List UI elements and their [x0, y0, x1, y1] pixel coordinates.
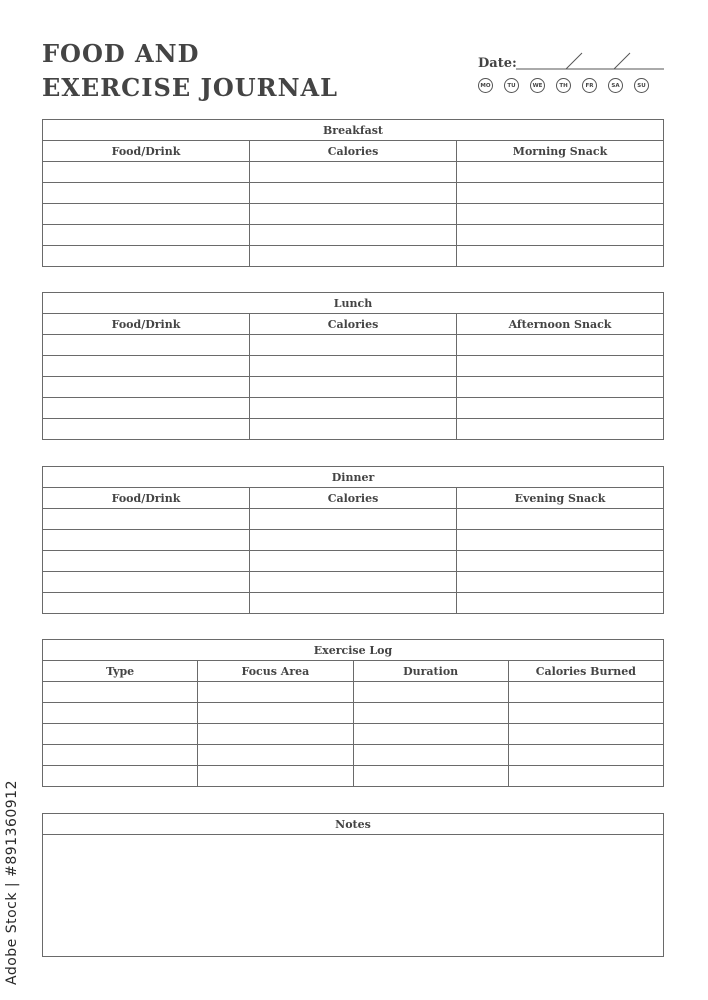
table-row: [43, 766, 664, 787]
entry-cell[interactable]: [43, 225, 250, 246]
section-heading: Breakfast: [43, 120, 664, 141]
day-circle-su[interactable]: SU: [634, 78, 649, 93]
day-circle-mo[interactable]: MO: [478, 78, 493, 93]
entry-cell[interactable]: [457, 225, 664, 246]
date-write-line[interactable]: [478, 52, 668, 74]
entry-cell[interactable]: [43, 246, 250, 267]
entry-cell[interactable]: [43, 335, 250, 356]
entry-cell[interactable]: [457, 183, 664, 204]
day-circle-fr[interactable]: FR: [582, 78, 597, 93]
column-header: Calories: [250, 141, 457, 162]
entry-cell[interactable]: [457, 356, 664, 377]
day-circle-th[interactable]: TH: [556, 78, 571, 93]
table-row: [43, 509, 664, 530]
date-area: [478, 52, 668, 102]
entry-cell[interactable]: [43, 572, 250, 593]
day-circle-tu[interactable]: TU: [504, 78, 519, 93]
table-row: [43, 162, 664, 183]
entry-cell[interactable]: [43, 162, 250, 183]
entry-cell[interactable]: [508, 766, 663, 787]
column-header: Evening Snack: [457, 488, 664, 509]
column-header: Type: [43, 661, 198, 682]
entry-cell[interactable]: [250, 356, 457, 377]
column-header: Calories: [250, 488, 457, 509]
section-heading: Exercise Log: [43, 640, 664, 661]
column-header: Food/Drink: [43, 314, 250, 335]
table-row: [43, 398, 664, 419]
table-row: [43, 682, 664, 703]
table-row: [43, 377, 664, 398]
entry-cell[interactable]: [43, 703, 198, 724]
entry-cell[interactable]: [353, 703, 508, 724]
entry-cell[interactable]: [198, 766, 353, 787]
page-title: [42, 37, 338, 105]
entry-cell[interactable]: [250, 377, 457, 398]
date-label: Date:: [478, 56, 517, 71]
entry-cell[interactable]: [43, 419, 250, 440]
entry-cell[interactable]: [508, 703, 663, 724]
entry-cell[interactable]: [353, 745, 508, 766]
table-row: [43, 356, 664, 377]
entry-cell[interactable]: [353, 724, 508, 745]
day-circle-sa[interactable]: SA: [608, 78, 623, 93]
entry-cell[interactable]: [198, 682, 353, 703]
entry-cell[interactable]: [250, 530, 457, 551]
column-header: Morning Snack: [457, 141, 664, 162]
entry-cell[interactable]: [353, 682, 508, 703]
weekday-selector: [478, 78, 649, 93]
entry-cell[interactable]: [43, 530, 250, 551]
entry-cell[interactable]: [457, 398, 664, 419]
entry-cell[interactable]: [457, 419, 664, 440]
table-row: [43, 335, 664, 356]
entry-cell[interactable]: [250, 398, 457, 419]
table-row: [43, 204, 664, 225]
entry-cell[interactable]: [457, 335, 664, 356]
entry-cell[interactable]: [250, 162, 457, 183]
entry-cell[interactable]: [457, 572, 664, 593]
entry-cell[interactable]: [250, 572, 457, 593]
entry-cell[interactable]: [198, 724, 353, 745]
entry-cell[interactable]: [508, 745, 663, 766]
entry-cell[interactable]: [250, 593, 457, 614]
column-header: Afternoon Snack: [457, 314, 664, 335]
entry-cell[interactable]: [250, 551, 457, 572]
table-row: [43, 572, 664, 593]
table-row: [43, 225, 664, 246]
entry-cell[interactable]: [457, 204, 664, 225]
entry-cell[interactable]: [353, 766, 508, 787]
entry-cell[interactable]: [457, 551, 664, 572]
day-circle-we[interactable]: WE: [530, 78, 545, 93]
entry-cell[interactable]: [198, 745, 353, 766]
entry-cell[interactable]: [457, 509, 664, 530]
entry-cell[interactable]: [457, 246, 664, 267]
entry-cell[interactable]: [250, 183, 457, 204]
exercise-log-table: [42, 639, 664, 787]
table-row: [43, 419, 664, 440]
entry-cell[interactable]: [250, 246, 457, 267]
notes-table: [42, 813, 664, 957]
title-line-2: EXERCISE JOURNAL: [42, 73, 339, 102]
entry-cell[interactable]: [508, 724, 663, 745]
section-heading: Lunch: [43, 293, 664, 314]
column-header: Food/Drink: [43, 141, 250, 162]
table-row: [43, 703, 664, 724]
dinner-table: [42, 466, 664, 614]
entry-cell[interactable]: [43, 377, 250, 398]
entry-cell[interactable]: [43, 356, 250, 377]
entry-cell[interactable]: [43, 551, 250, 572]
table-row: [43, 593, 664, 614]
table-row: [43, 724, 664, 745]
table-row: [43, 530, 664, 551]
title-line-1: FOOD AND: [42, 39, 200, 68]
entry-cell[interactable]: [250, 335, 457, 356]
column-header: Calories Burned: [508, 661, 663, 682]
entry-cell[interactable]: [457, 530, 664, 551]
section-heading: Dinner: [43, 467, 664, 488]
entry-cell[interactable]: [457, 377, 664, 398]
entry-cell[interactable]: [457, 162, 664, 183]
column-header: Calories: [250, 314, 457, 335]
entry-cell[interactable]: [198, 703, 353, 724]
breakfast-table: [42, 119, 664, 267]
column-header: Duration: [353, 661, 508, 682]
entry-cell[interactable]: [43, 682, 198, 703]
column-header: Food/Drink: [43, 488, 250, 509]
entry-cell[interactable]: [43, 593, 250, 614]
stock-watermark: Adobe Stock | #891360912: [4, 780, 20, 985]
entry-cell[interactable]: [43, 509, 250, 530]
table-row: [43, 183, 664, 204]
entry-cell[interactable]: [43, 766, 198, 787]
entry-cell[interactable]: [250, 204, 457, 225]
entry-cell[interactable]: [43, 204, 250, 225]
table-row: [43, 745, 664, 766]
entry-cell[interactable]: [43, 724, 198, 745]
notes-area[interactable]: [43, 835, 664, 957]
entry-cell[interactable]: [43, 183, 250, 204]
section-heading: Notes: [43, 814, 664, 835]
table-row: [43, 246, 664, 267]
entry-cell[interactable]: [250, 419, 457, 440]
entry-cell[interactable]: [250, 509, 457, 530]
column-header: Focus Area: [198, 661, 353, 682]
entry-cell[interactable]: [43, 745, 198, 766]
entry-cell[interactable]: [508, 682, 663, 703]
entry-cell[interactable]: [43, 398, 250, 419]
entry-cell[interactable]: [457, 593, 664, 614]
table-row: [43, 551, 664, 572]
lunch-table: [42, 292, 664, 440]
entry-cell[interactable]: [250, 225, 457, 246]
